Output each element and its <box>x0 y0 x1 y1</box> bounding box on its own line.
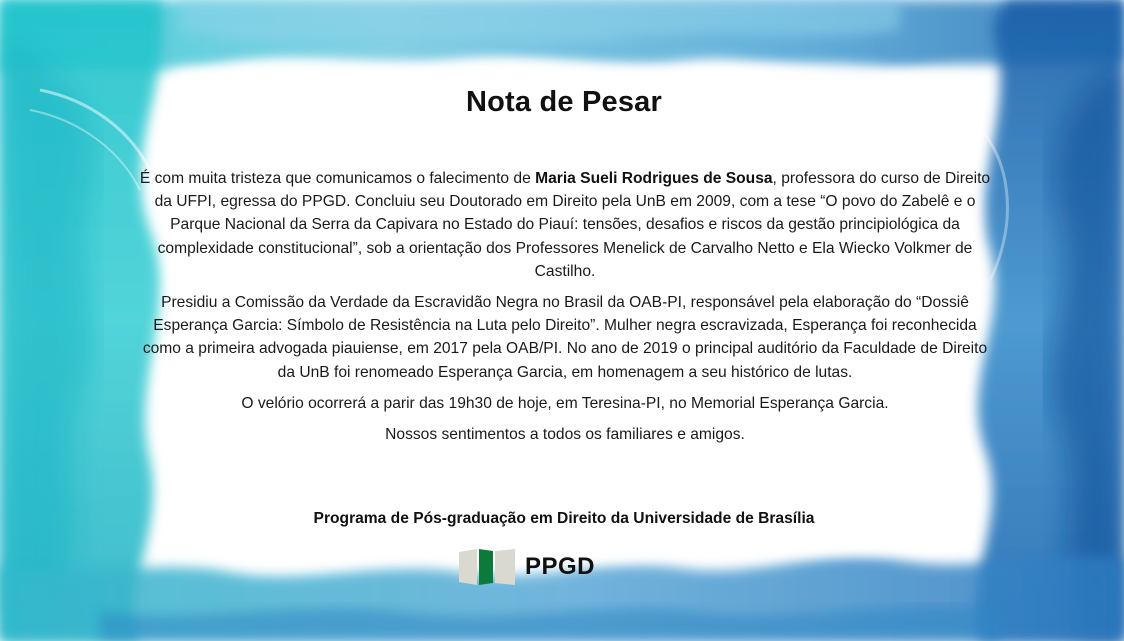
paragraph-announcement <box>135 167 995 283</box>
paragraph-wake-info: O velório ocorrerá a parir das 19h30 de hoje, em Teresina-PI, no Memorial Esperança Garcia. <box>241 394 889 412</box>
signature: Programa de Pós-graduação em Direito da Universidade de Brasília <box>313 510 815 527</box>
ppgd-logo <box>457 548 595 586</box>
ppgd-book-logo-icon <box>457 548 517 586</box>
paragraph-career: Presidiu a Comissão da Verdade da Escravidão Negra no Brasil da OAB-PI, responsável pela elaboração do “Dossiê Esperança Garcia: Símbolo de Resistência na Luta pelo Direito”. Mulher negra escravizada, Esperança foi reconhecida como a primeira advogada piauiense, em 2017 pela OAB/PI. No ano de 2019 o principal auditório da Faculdade de Direito da UnB foi renomeado Esperança Garcia, em homenagem a seu histórico de lutas. <box>142 294 988 381</box>
paragraph-announcement-details: , professora do curso de Direito da UFPI, egressa do PPGD. Concluiu seu Doutorado em Direito pela UnB em 2009, com a tese “O povo do Zabelê e o Parque Nacional da Serra da Capivara no Estado do Piauí: tensões, desafios e riscos da gestão principiológica da complexidade constitucional”, sob a orientação dos Professores Menelick de Carvalho Netto e Ela Wiecko Volkmer de Castilho. <box>154 170 991 280</box>
paragraph-announcement-intro: É com muita tristeza que comunicamos o falecimento de <box>139 170 536 187</box>
deceased-name: Maria Sueli Rodrigues de Sousa <box>535 170 773 187</box>
paragraph-condolences: Nossos sentimentos a todos os familiares e amigos. <box>385 426 745 444</box>
note-body <box>135 167 995 454</box>
page-title: Nota de Pesar <box>465 86 662 118</box>
logo-text: PPGD <box>525 553 596 580</box>
